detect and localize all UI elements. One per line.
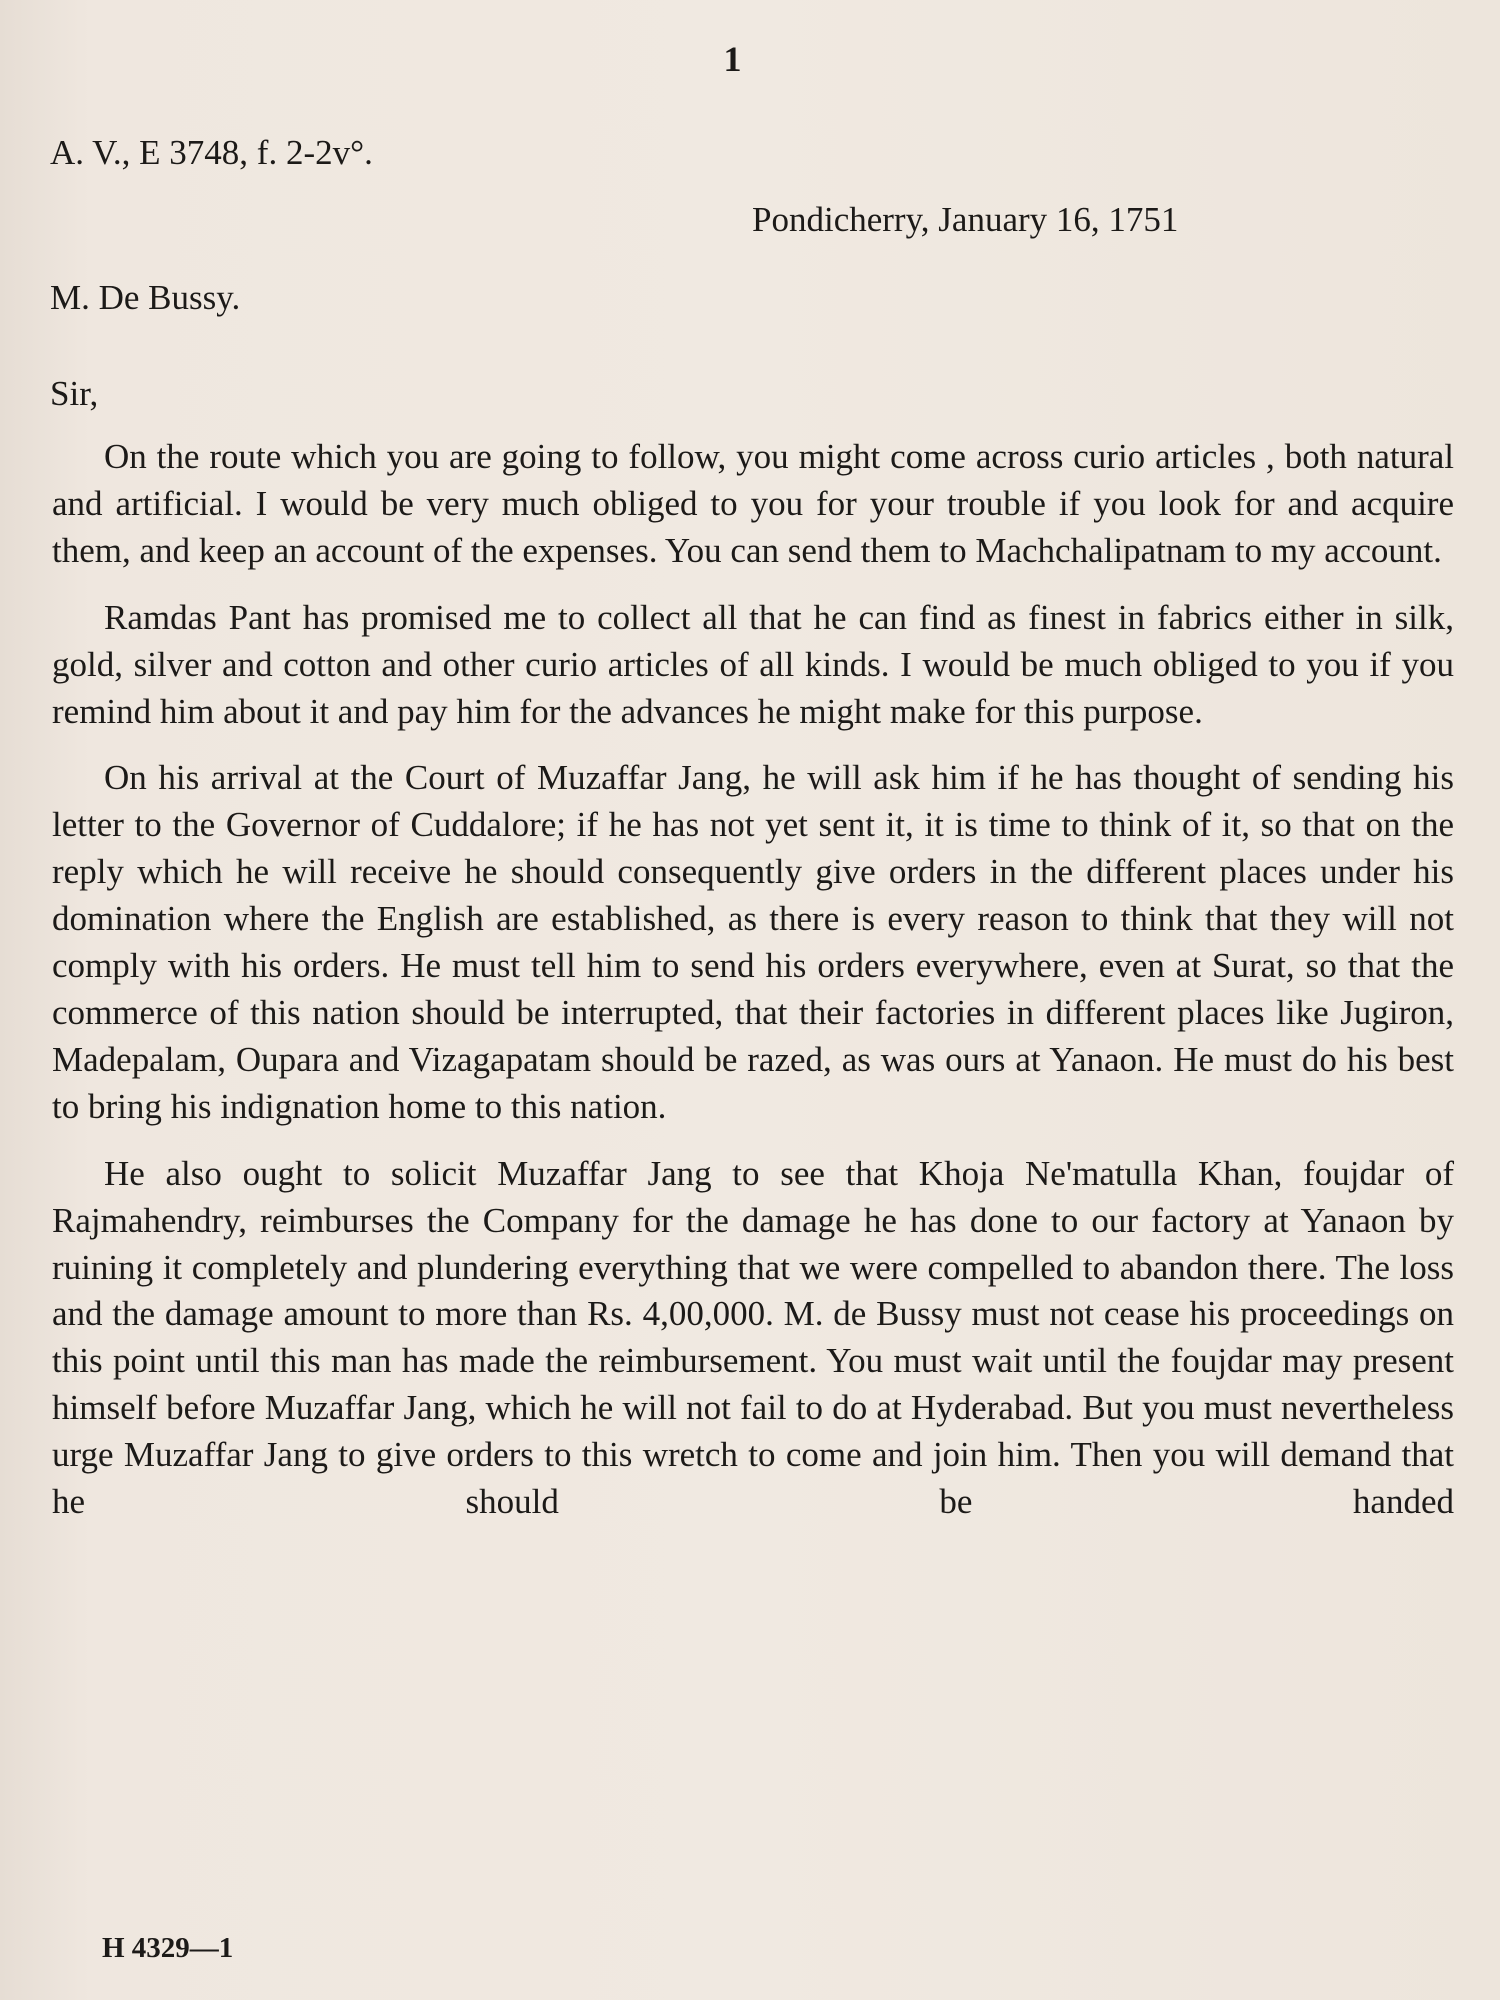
source-reference: A. V., E 3748, f. 2-2v°.	[50, 133, 373, 172]
paragraph-4: He also ought to solicit Muzaffar Jang to see that Khoja Ne'matulla Khan, foujdar of Rajmahendry, reimburses the Company for the damage he has done to our factory at Yanaon by ruining it completely and plundering everything that we were compelled to abandon there. The loss and the damage amount to more than Rs. 4,00,000. M. de Bussy must not cease his proceedings on this point until this man has made the reimbursement. You must wait until the foujdar may present himself before Muzaffar Jang, which he will not fail to do at Hyderabad. But you must nevertheless urge Muzaffar Jang to give orders to this wretch to come and join him. Then you will demand that he should be handed	[52, 1153, 1454, 1522]
letter-body	[52, 434, 1454, 1526]
page-number: 1	[723, 39, 742, 79]
salutation: Sir,	[50, 374, 99, 413]
place-and-date: Pondicherry, January 16, 1751	[752, 200, 1179, 239]
recipient: M. De Bussy.	[50, 278, 241, 317]
paragraph-1: On the route which you are going to follow, you might come across curio articles , both natural and artificial. I would be very much obliged to you for your trouble if you look for and acquire them, and keep an account of the expenses. You can send them to Machchalipatnam to my account.	[52, 437, 1454, 570]
paragraph-3: On his arrival at the Court of Muzaffar Jang, he will ask him if he has thought of sending his letter to the Governor of Cuddalore; if he has not yet sent it, it is time to think of it, so that on the reply which he will receive he should consequently give orders in the different places under his domination where the English are established, as there is every reason to think that they will not comply with his orders. He must tell him to send his orders everywhere, even at Surat, so that the commerce of this nation should be interrupted, that their factories in different places like Jugiron, Madepalam, Oupara and Vizagapatam should be razed, as was ours at Yanaon. He must do his best to bring his indignation home to this nation.	[52, 758, 1454, 1126]
printer-signature-mark: H 4329—1	[102, 1932, 234, 1964]
paragraph-2: Ramdas Pant has promised me to collect all that he can find as finest in fabrics either in silk, gold, silver and cotton and other curio articles of all kinds. I would be much obliged to you if you remind him about it and pay him for the advances he might make for this purpose.	[52, 597, 1454, 731]
